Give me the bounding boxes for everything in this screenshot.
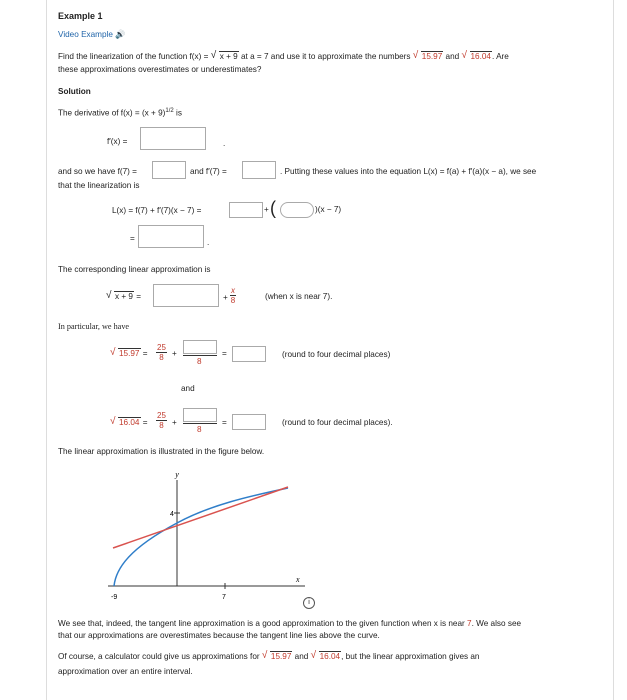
video-example-label: Video Example	[58, 30, 113, 39]
approx1-plus: +	[172, 349, 177, 358]
approx2-result-input[interactable]	[232, 414, 266, 430]
approx-intro: The corresponding linear approximation is	[58, 265, 211, 274]
approx1-sqrt: √ 15.97 =	[110, 349, 148, 358]
L-paren-open: (	[270, 198, 276, 218]
L-simplified-input[interactable]	[138, 225, 204, 248]
problem-line2: these approximations overestimates or underestimates?	[58, 65, 262, 74]
round2-text: (round to four decimal places).	[282, 418, 393, 427]
approx1-frac-den: 8	[197, 357, 202, 366]
approx1-numerator-input[interactable]	[183, 340, 217, 354]
x-tick-m9-label: -9	[111, 594, 118, 601]
putting-values-text: . Putting these values into the equation L(x) = f(a) + f′(a)(x − a), we see	[280, 167, 537, 176]
L-simplified-eq: =	[130, 234, 135, 243]
conclusion-p1-line2: that our approximations are overestimates because the tangent line lies above the curve.	[58, 631, 380, 640]
L-slope-input[interactable]	[280, 202, 314, 218]
approx2-sqrt: √ 16.04 =	[110, 418, 148, 427]
y-tick-4-label: 4	[170, 511, 174, 518]
approx-sqrt: √ x + 9 =	[106, 292, 141, 301]
derivative-text: The derivative of $f(x) = (x + 9)^{1/2}$ is	[58, 108, 182, 118]
y-axis-label: y	[175, 470, 179, 479]
and-text: and	[181, 384, 195, 393]
linearization-label: L(x) = f(7) + f′(7)(x − 7) =	[112, 206, 202, 215]
L-constant-input[interactable]	[229, 202, 263, 218]
x-tick-7-label: 7	[222, 594, 226, 601]
approx2-plus: +	[172, 418, 177, 427]
approx2-frac-a: $\frac{25}{8}$	[157, 411, 166, 430]
fprime-label: f′(x) =	[107, 137, 128, 146]
particular-text: In particular, we have	[58, 322, 130, 331]
approx1-frac-bar	[183, 355, 217, 356]
approx2-numerator-input[interactable]	[183, 408, 217, 422]
approx1-frac-a: $\frac{25}{8}$	[157, 343, 166, 362]
sqrt-num1: √ 15.97	[413, 52, 444, 61]
tangent-line	[113, 487, 288, 548]
f7-answer-input[interactable]	[152, 161, 186, 179]
example-title: Example 1	[58, 11, 103, 21]
L-dot: .	[207, 238, 210, 247]
linearization-intro: that the linearization is	[58, 181, 140, 190]
approx-plus: +	[223, 293, 228, 302]
approx-fraction: $\frac{x}{8}$	[230, 286, 236, 305]
fprime-answer-input[interactable]	[140, 127, 206, 150]
sqrt-curve	[114, 488, 288, 586]
L-paren-close: )(x − 7)	[315, 205, 342, 214]
sqrt-function: √ x + 9	[211, 52, 239, 61]
speaker-icon: 🔊	[112, 30, 126, 39]
approx1-eq: =	[222, 349, 227, 358]
conclusion-p1: We see that, indeed, the tangent line approximation is a good approximation to the given function when x is near 7. We also see	[58, 619, 522, 628]
approx2-eq: =	[222, 418, 227, 427]
fseven-label: and so we have f(7) =	[58, 167, 137, 176]
tangent-line-figure	[100, 468, 315, 608]
x-axis-label: x	[296, 575, 300, 584]
fprime-dot: .	[223, 139, 226, 148]
conclusion-p2-line2: approximation over an entire interval.	[58, 667, 193, 676]
when-near-text: (when x is near 7).	[265, 292, 333, 301]
L-plus: +	[264, 205, 269, 214]
approx2-frac-bar	[183, 423, 217, 424]
video-example-link[interactable]	[58, 30, 125, 40]
fprime7-label: and f′(7) =	[190, 167, 227, 176]
approx1-result-input[interactable]	[232, 346, 266, 362]
approx2-frac-den: 8	[197, 425, 202, 434]
info-icon[interactable]: i	[303, 597, 315, 609]
illustrated-text: The linear approximation is illustrated in the figure below.	[58, 447, 265, 456]
fprime7-answer-input[interactable]	[242, 161, 276, 179]
problem-statement: Find the linearization of the function f(x) = √ x + 9 at a = 7 and use it to approximate the numbers √ 15.97 and √ 16.04. Are	[58, 52, 509, 61]
solution-heading: Solution	[58, 87, 91, 96]
sqrt-num2: √ 16.04	[462, 52, 493, 61]
approx-constant-input[interactable]	[153, 284, 219, 307]
round1-text: (round to four decimal places)	[282, 350, 391, 359]
conclusion-p2: Of course, a calculator could give us approximations for √ 15.97 and √ 16.04, but the linear approximation gives an	[58, 652, 479, 661]
